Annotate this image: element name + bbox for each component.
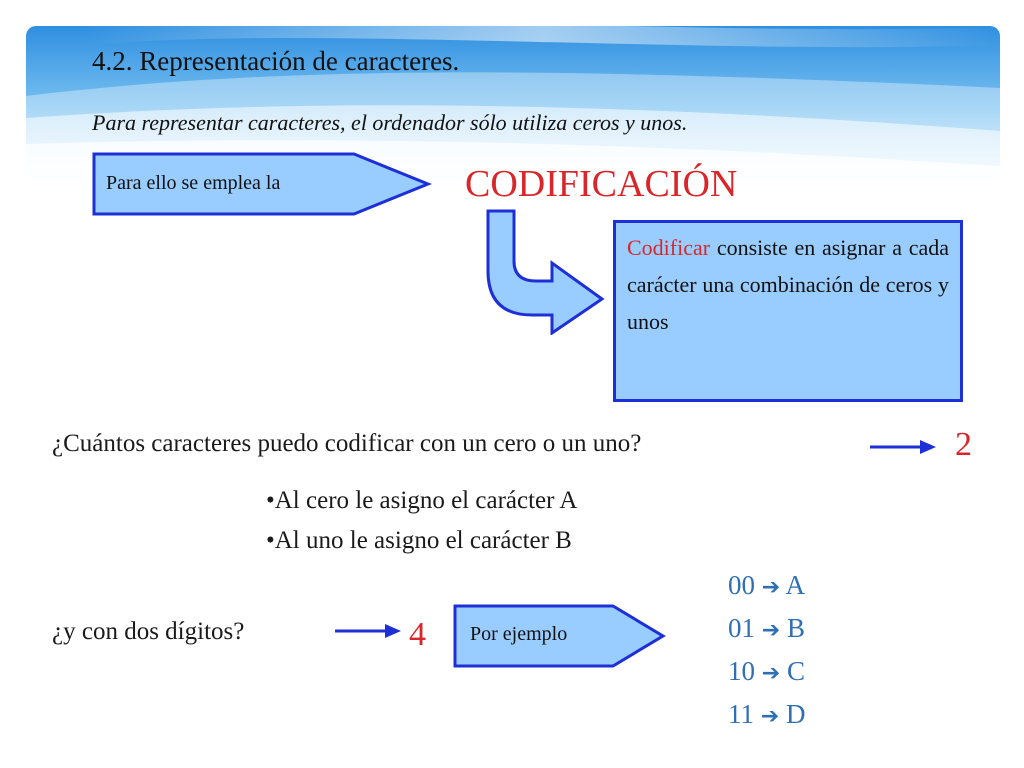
definition-highlight: Codificar <box>627 235 711 260</box>
definition-text: consiste en asignar a cada carácter una combinación de ceros y unos <box>627 235 949 334</box>
arrow-right-icon <box>868 437 938 457</box>
slide-title: 4.2. Representación de caracteres. <box>92 46 460 76</box>
answer-two: 4 <box>409 616 426 653</box>
bent-arrow-icon <box>474 205 614 335</box>
arrow-right-icon: ➔ <box>761 618 781 643</box>
arrow-right-icon <box>333 621 403 641</box>
arrow-right-icon: ➔ <box>761 575 781 600</box>
code-row: 01 ➔ B <box>728 613 805 643</box>
question-one: ¿Cuántos caracteres puedo codificar con un cero o un uno? <box>52 430 642 457</box>
code-row: 00 ➔ A <box>728 570 805 600</box>
arrow-right-icon: ➔ <box>760 704 780 729</box>
code-row: 11 ➔ D <box>728 699 806 729</box>
pointer-label-1: Para ello se emplea la <box>106 172 281 194</box>
arrow-right-icon: ➔ <box>761 661 781 686</box>
pointer-label-2: Por ejemplo <box>470 623 568 645</box>
keyword-codificacion: CODIFICACIÓN <box>465 163 738 205</box>
definition-box <box>613 220 963 402</box>
code-table <box>728 565 805 737</box>
code-row: 10 ➔ C <box>728 656 805 686</box>
slide-subtitle: Para representar caracteres, el ordenador sólo utiliza ceros y unos. <box>92 110 688 135</box>
question-two: ¿y con dos dígitos? <box>52 618 245 645</box>
bullet-list <box>266 481 577 561</box>
answer-one: 2 <box>955 426 972 463</box>
bullet-item: •Al cero le asigno el carácter A <box>266 487 578 514</box>
bullet-item: •Al uno le asigno el carácter B <box>266 527 572 554</box>
